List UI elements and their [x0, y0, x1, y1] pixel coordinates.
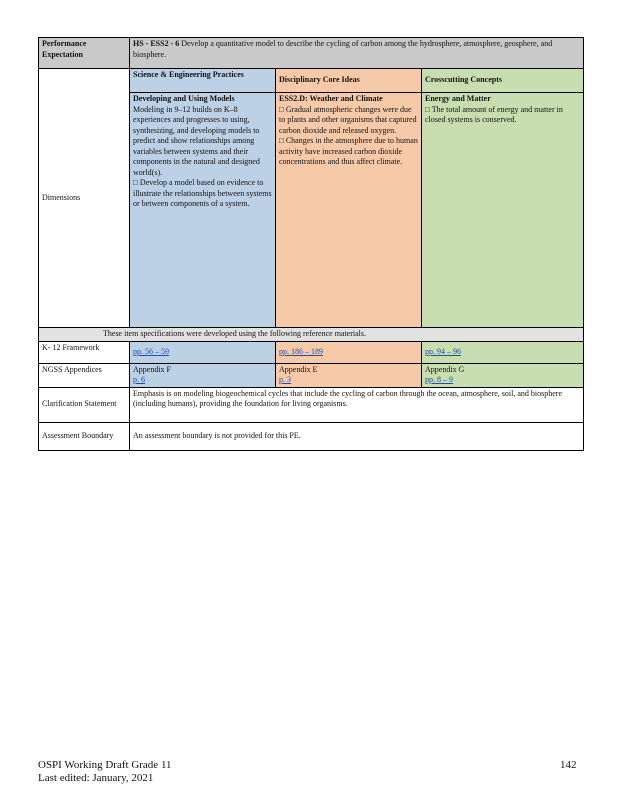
ccc-bullet-text: The total amount of energy and matter in closed systems is conserved. — [425, 104, 563, 124]
dci-body — [276, 93, 422, 328]
ngss-dci-appendix: Appendix E — [279, 364, 318, 374]
footer-edited-line: Last edited: January, 2021 — [38, 772, 154, 784]
pe-text: Develop a quantitative model to describe the cycling of carbon among the hydrosphere, atmosphere, geosphere, and biosphere. — [133, 39, 553, 59]
footer-info — [38, 759, 172, 785]
sep-bullet-text: Develop a model based on evidence to illustrate the relationships between systems or between components of a system. — [133, 178, 272, 208]
k12-ccc-link[interactable]: pp. 94 – 96 — [425, 346, 461, 356]
ccc-body — [422, 93, 584, 328]
ngss-label: NGSS Appendices — [39, 363, 130, 387]
ngss-sep-appendix: Appendix F — [133, 364, 171, 374]
dci-bullet-text: Changes in the atmosphere due to human activity have increased carbon dioxide concentrations and thus affect climate. — [279, 136, 418, 166]
sep-intro: Modeling in 9–12 builds on K–8 experiences and progresses to using, synthesizing, and developing models to predict and show relationships among variables between systems and their components in the natural and designed world(s). — [133, 104, 260, 177]
dci-bullet — [279, 105, 418, 137]
clarification-label: Clarification Statement — [39, 387, 130, 422]
pe-cell — [130, 38, 584, 69]
k12-ccc-cell — [422, 341, 584, 363]
footer-draft-line: OSPI Working Draft Grade 11 — [38, 759, 172, 771]
dci-bullet-text: Gradual atmospheric changes were due to plants and other organisms that captured carbon dioxide and released oxygen. — [279, 104, 417, 135]
k12-label: K- 12 Framework — [39, 341, 130, 363]
dci-bullet-list — [279, 105, 418, 168]
ngss-dci-page-link[interactable]: p. 3 — [279, 375, 291, 384]
ccc-title: Energy and Matter — [425, 94, 491, 103]
k12-dci-cell — [276, 341, 422, 363]
assessment-text: An assessment boundary is not provided for this PE. — [130, 422, 584, 450]
pe-code: HS - ESS2 - 6 — [133, 39, 180, 48]
bullet-icon: □ — [279, 104, 286, 114]
sep-header: Science & Engineering Practices — [130, 69, 276, 93]
ccc-bullet — [425, 105, 580, 126]
bullet-icon: □ — [279, 136, 286, 145]
bullet-icon: □ — [133, 178, 140, 187]
page-number: 142 — [560, 759, 577, 771]
ccc-header: Crosscutting Concepts — [422, 69, 584, 93]
bullet-icon: □ — [425, 104, 432, 114]
ngss-sep-page-link[interactable]: p. 6 — [133, 375, 145, 384]
sep-bullet — [133, 178, 272, 210]
dci-header: Disciplinary Core Ideas — [276, 69, 422, 93]
pe-label: Performance Expectation — [39, 38, 130, 69]
ngss-sep-cell — [130, 363, 276, 387]
specification-table — [38, 37, 584, 451]
sep-title: Developing and Using Models — [133, 94, 235, 103]
k12-dci-link[interactable]: pp. 186 – 189 — [279, 346, 323, 356]
dci-bullet — [279, 136, 418, 168]
reference-note: These item specifications were developed using the following reference materials. — [39, 328, 584, 342]
assessment-label: Assessment Boundary — [39, 422, 130, 450]
ngss-dci-cell — [276, 363, 422, 387]
clarification-text: Emphasis is on modeling biogeochemical cycles that include the cycling of carbon through the ocean, atmosphere, soil, and biosphere (including humans), providing the foundation for living organisms. — [130, 387, 584, 422]
ngss-ccc-page-link[interactable]: pp. 8 – 9 — [425, 375, 453, 384]
ngss-ccc-cell — [422, 363, 584, 387]
k12-sep-link[interactable]: pp. 56 – 59 — [133, 346, 169, 356]
dimensions-label: Dimensions — [39, 69, 130, 328]
ngss-ccc-appendix: Appendix G — [425, 364, 465, 374]
k12-sep-cell — [130, 341, 276, 363]
dci-title: ESS2.D: Weather and Climate — [279, 94, 383, 103]
sep-body — [130, 93, 276, 328]
